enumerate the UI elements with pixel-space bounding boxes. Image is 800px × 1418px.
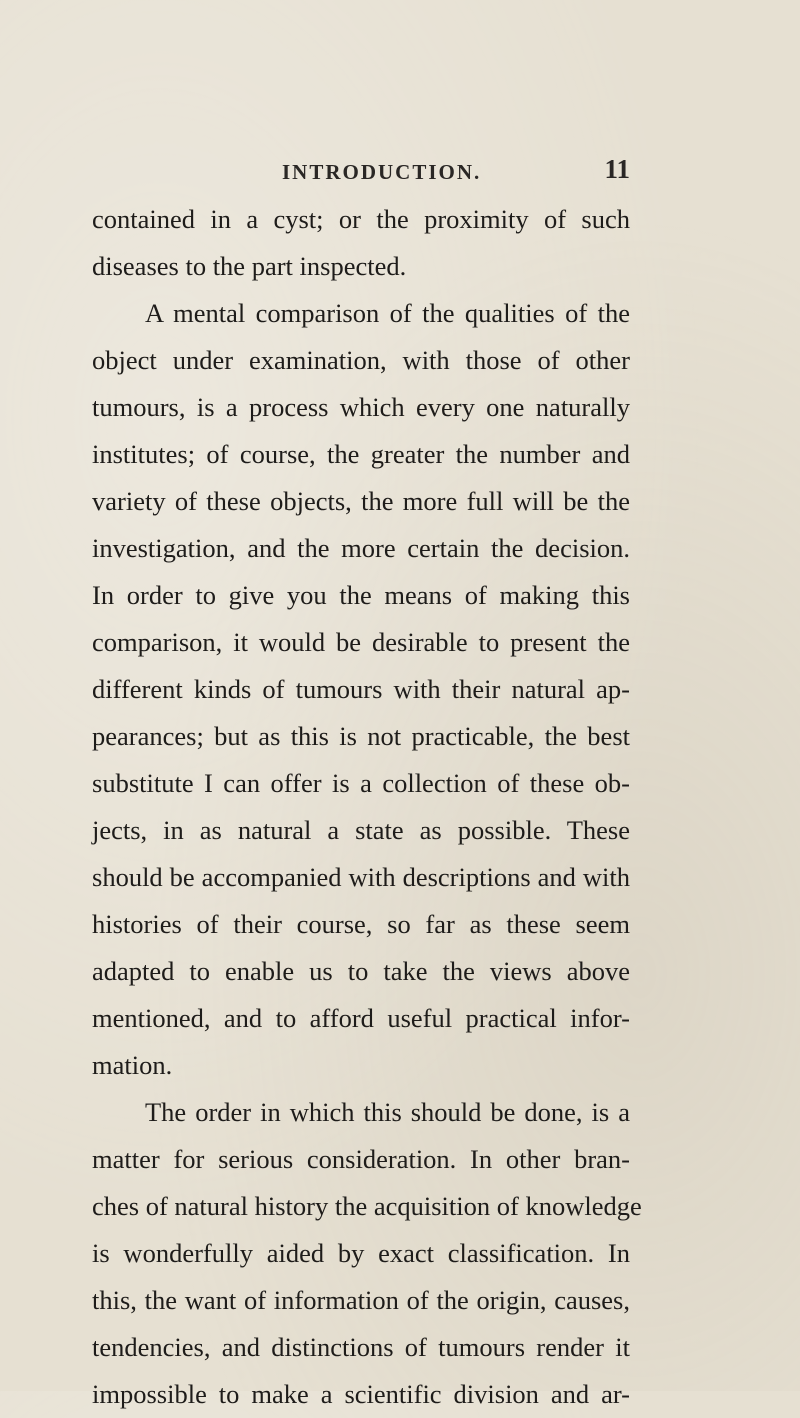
text-line: ches of natural history the acquisition of knowledge	[92, 1191, 642, 1221]
text-line: impossible to make a scientific division and ar-	[92, 1379, 630, 1409]
text-line: A mental comparison of the qualities of the	[145, 298, 630, 328]
text-line: adapted to enable us to take the views above	[92, 956, 630, 986]
text-line: should be accompanied with descriptions and with	[92, 862, 630, 892]
text-line: histories of their course, so far as these seem	[92, 909, 630, 939]
text-line: In order to give you the means of making this	[92, 580, 630, 610]
text-line: comparison, it would be desirable to present the	[92, 627, 630, 657]
text-line: mation.	[92, 1050, 173, 1080]
text-line: pearances; but as this is not practicable, the best	[92, 721, 630, 751]
text-line: this, the want of information of the origin, causes,	[92, 1285, 630, 1315]
text-line: diseases to the part inspected.	[92, 251, 407, 281]
text-line: contained in a cyst; or the proximity of such	[92, 204, 630, 234]
text-line: substitute I can offer is a collection of these ob-	[92, 768, 630, 798]
text-line: tendencies, and distinctions of tumours render it	[92, 1332, 630, 1362]
page-number: 11	[604, 154, 630, 184]
text-line: matter for serious consideration. In other bran-	[92, 1144, 630, 1174]
running-head	[92, 154, 630, 190]
text-line: is wonderfully aided by exact classification. In	[92, 1238, 630, 1268]
text-line: institutes; of course, the greater the number and	[92, 439, 630, 469]
text-line: variety of these objects, the more full will be the	[92, 486, 630, 516]
text-line: tumours, is a process which every one naturally	[92, 392, 630, 422]
text-line: different kinds of tumours with their natural ap-	[92, 674, 630, 704]
text-line: The order in which this should be done, is a	[145, 1097, 630, 1127]
body-text	[92, 196, 642, 1418]
text-line: investigation, and the more certain the decision.	[92, 533, 630, 563]
running-title: INTRODUCTION.	[282, 160, 482, 184]
text-line: object under examination, with those of other	[92, 345, 630, 375]
text-line: jects, in as natural a state as possible. These	[92, 815, 630, 845]
text-line: mentioned, and to afford useful practical infor-	[92, 1003, 630, 1033]
